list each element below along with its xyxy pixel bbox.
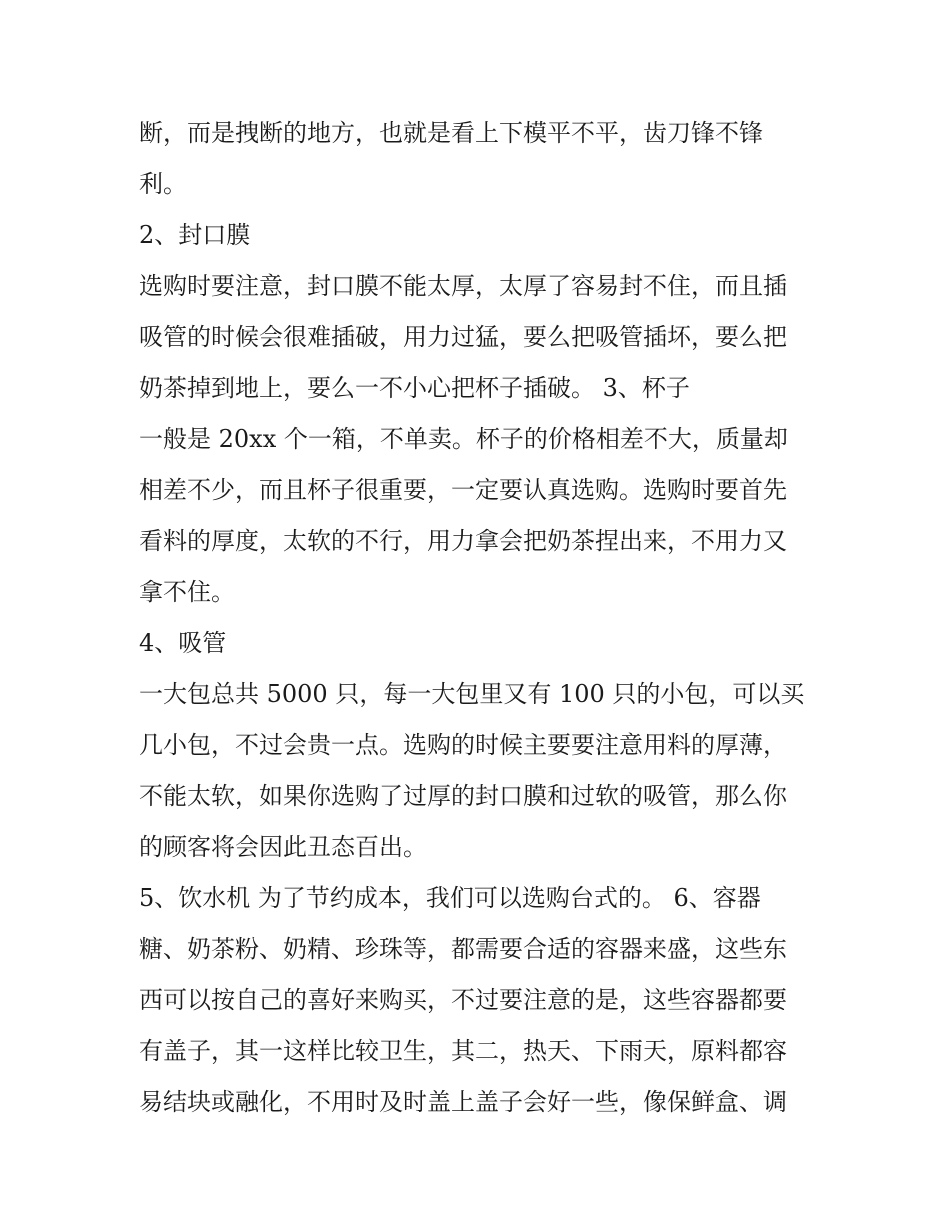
text-line: 一大包总共 5000 只，每一大包里又有 100 只的小包，可以买 [139,680,805,708]
section-heading: 2、封口膜 [139,221,251,249]
text-line: 不能太软，如果你选购了过厚的封口膜和过软的吸管，那么你 [139,782,787,810]
text-line: 断，而是拽断的地方，也就是看上下模平不平，齿刀锋不锋 [139,119,763,147]
text-line: 的顾客将会因此丑态百出。 [139,833,427,861]
text-line: 看料的厚度，太软的不行，用力拿会把奶茶捏出来，不用力又 [139,527,787,555]
text-line: 糖、奶茶粉、奶精、珍珠等，都需要合适的容器来盛，这些东 [139,935,787,963]
text-line: 西可以按自己的喜好来购买，不过要注意的是，这些容器都要 [139,986,787,1014]
text-line: 易结块或融化，不用时及时盖上盖子会好一些，像保鲜盒、调 [139,1088,787,1116]
text-line: 一般是 20xx 个一箱，不单卖。杯子的价格相差不大，质量却 [139,425,788,453]
text-line: 利。 [139,170,187,198]
text-line: 几小包，不过会贵一点。选购的时候主要要注意用料的厚薄， [139,731,787,759]
document-body [139,108,819,1128]
text-line: 吸管的时候会很难插破，用力过猛，要么把吸管插坏，要么把 [139,323,787,351]
text-line: 相差不少，而且杯子很重要，一定要认真选购。选购时要首先 [139,476,787,504]
section-heading: 4、吸管 [139,629,227,657]
text-line: 有盖子，其一这样比较卫生，其二，热天、下雨天，原料都容 [139,1037,787,1065]
text-line: 选购时要注意，封口膜不能太厚，太厚了容易封不住，而且插 [139,272,787,300]
text-line: 奶茶掉到地上，要么一不小心把杯子插破。 3、杯子 [139,374,690,402]
text-line: 5、饮水机 为了节约成本，我们可以选购台式的。 6、容器 [139,884,761,912]
text-line: 拿不住。 [139,578,235,606]
